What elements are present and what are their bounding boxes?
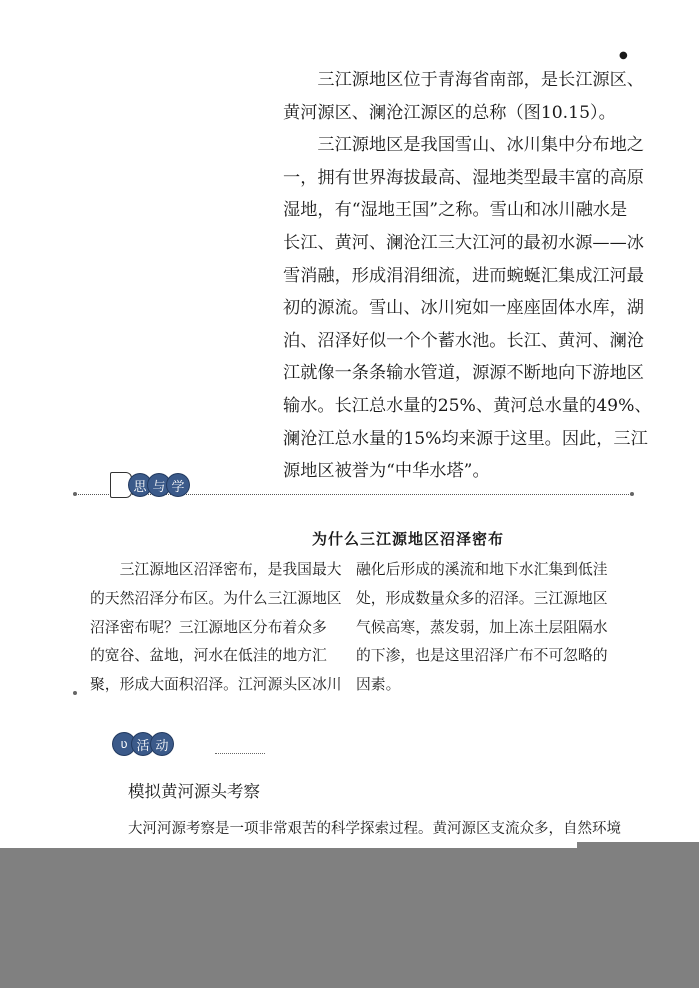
text-line: 三江源地区位于青海省南部，是长江源区、 — [283, 70, 644, 90]
text-line: 湿地，有“湿地王国”之称。雪山和冰川融水是 — [283, 200, 628, 221]
stethoscope-icon: ʋ — [113, 733, 135, 755]
badge-char: 思 — [129, 474, 151, 496]
badge-char: 活 — [132, 733, 154, 755]
text-line: 源地区被誉为“中华水塔”。 — [283, 461, 490, 482]
think-left-column — [90, 556, 342, 700]
divider-dot — [73, 492, 77, 496]
badge-char: 动 — [151, 733, 173, 755]
section-end-dot — [73, 691, 77, 695]
text-line: 黄河源区、澜沧江源区的总称（图10.15）。 — [283, 102, 616, 123]
text-line: 一，拥有世界海拔最高、湿地类型最丰富的高原 — [283, 167, 644, 188]
text-line: 输水。长江总水量的25%、黄河总水量的49%、 — [283, 395, 652, 416]
badge-char: 学 — [167, 474, 189, 496]
text-line: 沼泽密布呢？三江源地区分布着众多 — [90, 618, 327, 636]
text-line: 的天然沼泽分布区。为什么三江源地区 — [90, 589, 342, 607]
activity-text: 大河河源考察是一项非常艰苦的科学探索过程。黄河源区支流众多，自然环境 — [128, 821, 621, 837]
text-line: 澜沧江总水量的15%均来源于这里。因此，三江 — [283, 428, 648, 449]
text-line: 三江源地区沼泽密布，是我国最大 — [90, 561, 342, 578]
gray-overlay — [0, 848, 699, 988]
text-line: 三江源地区是我国雪山、冰川集中分布地之 — [283, 135, 644, 156]
text-line: 气候高寒，蒸发弱，加上冻土层阻隔水 — [356, 618, 608, 636]
think-right-column — [356, 556, 608, 700]
activity-divider — [215, 753, 265, 754]
activity-badge — [113, 733, 173, 755]
text-line: 的下渗，也是这里沼泽广布不可忽略的 — [356, 647, 608, 665]
text-line: 处，形成数量众多的沼泽。三江源地区 — [356, 589, 608, 607]
text-line: 聚，形成大面积沼泽。江河源头区冰川 — [90, 676, 342, 694]
text-line: 江就像一条条输水管道，源源不断地向下游地区 — [283, 363, 644, 384]
think-title: 为什么三江源地区沼泽密布 — [311, 530, 504, 548]
text-line: 长江、黄河、澜沧江三大江河的最初水源——冰 — [283, 232, 644, 253]
badge-char: 与 — [148, 474, 170, 496]
text-line: 雪消融，形成涓涓细流，进而蜿蜒汇集成江河最 — [283, 265, 644, 286]
text-line: 泊、沼泽好似一个个蓄水池。长江、黄河、澜沧 — [283, 330, 644, 351]
text-line: 融化后形成的溪流和地下水汇集到低洼 — [356, 561, 608, 578]
corner-mark: ● — [619, 50, 628, 61]
text-line: 因素。 — [356, 676, 401, 694]
activity-title: 模拟黄河源头考察 — [128, 782, 260, 801]
text-line: 初的源流。雪山、冰川宛如一座座固体水库，湖 — [283, 298, 644, 319]
main-text — [283, 64, 652, 488]
text-line: 的宽谷、盆地，河水在低洼的地方汇 — [90, 647, 327, 665]
think-badge — [110, 472, 189, 498]
divider-dot — [630, 492, 634, 496]
